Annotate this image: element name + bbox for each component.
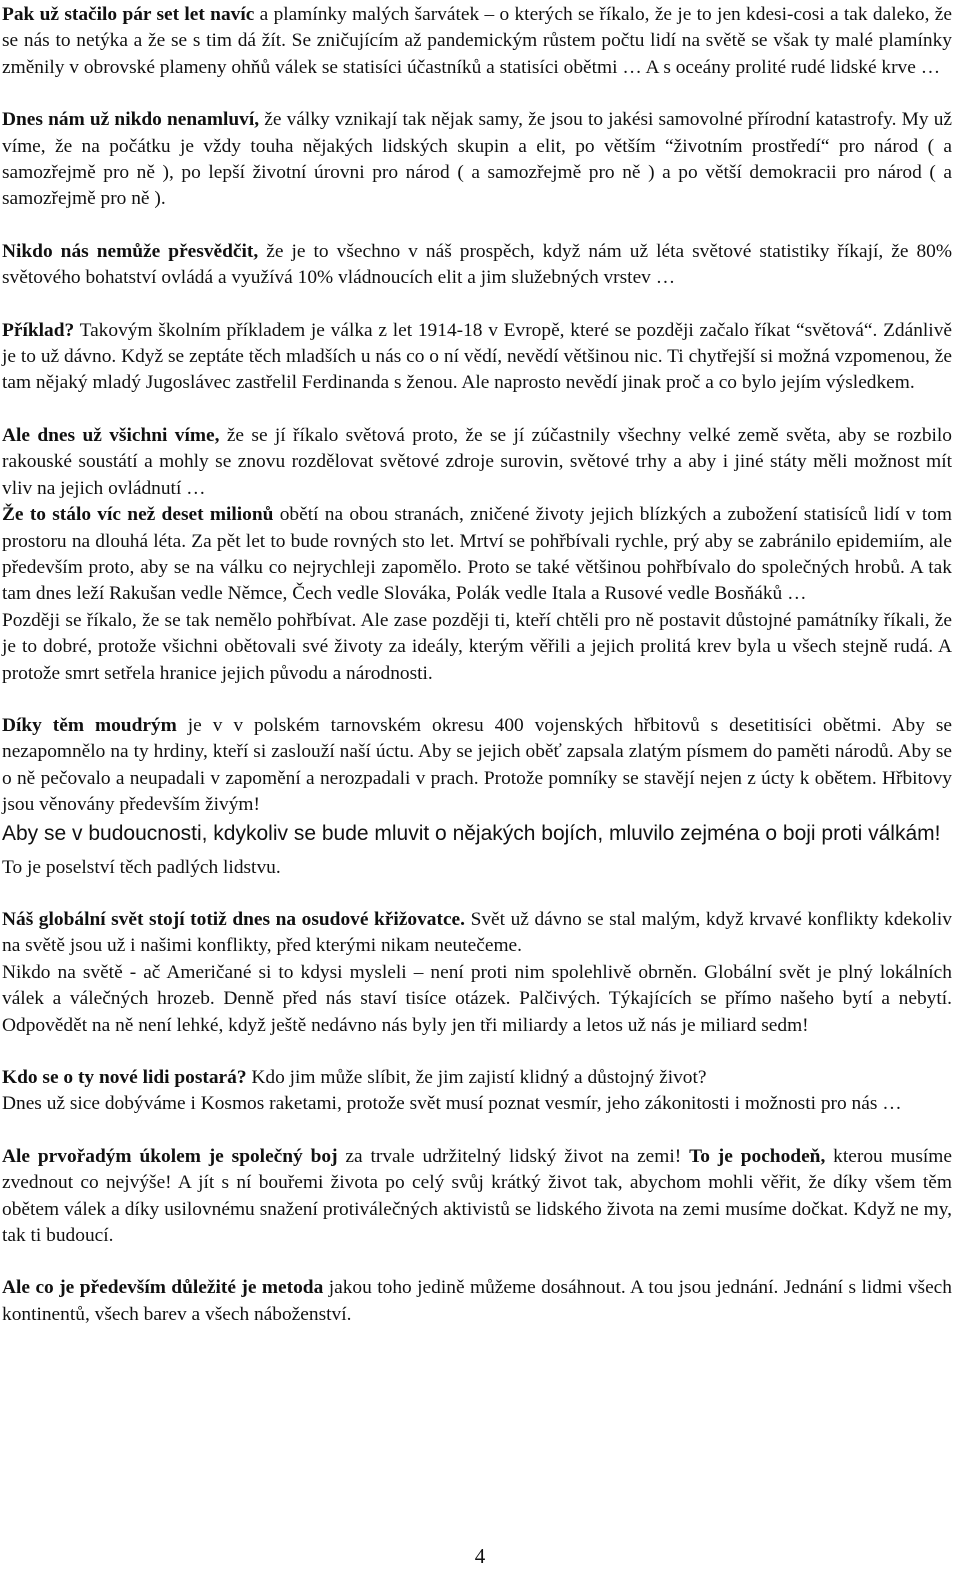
paragraph-2 <box>2 107 952 213</box>
paragraph-4 <box>2 318 952 397</box>
paragraph-text: Takovým školním příkladem je válka z let 1914-18 v Evropě, které se později začalo říkat “světová“. Zdánlivě je to už dávno. Když se zeptáte těch mladších u nás co o ní vědí, nevědí většinou nic. Ti chytřejší si možná vzpomenou, že tam nějaký mladý Jugoslávec zastřelil Ferdinanda s ženou. Ale naprosto nevědí jinak proč a co bylo jejím výsledkem. <box>2 319 952 394</box>
paragraph-lead: Že to stálo víc než deset milionů <box>2 504 274 526</box>
paragraph-text: jakou toho jedině můžeme dosáhnout. A tou jsou jednání. Jednání s lidmi všech kontinentů, všech barev a všech náboženství. <box>2 1277 952 1325</box>
paragraph-lead: Ale dnes už všichni víme, <box>2 424 220 446</box>
paragraph-text: za trvale udržitelný lidský život na zemi! <box>337 1145 690 1167</box>
paragraph-lead: Ale co je především důležité je metoda <box>2 1277 324 1299</box>
paragraph-text: že války vznikají tak nějak samy, že jsou to jakési samovolné přírodní katastrofy. My už víme, že na počátku je vždy touha nějakých lidských skupin a elit, po větším “životním prostředí“ pro národ ( a samozřejmě pro ně ), po lepší životní úrovni pro národ ( a samozřejmě pro ně ) a po větší demokracii pro národ ( a samozřejmě pro ně ). <box>2 109 952 210</box>
paragraph-text-2: kterou musíme zvednout co nejvýše! A jít s ní bouřemi života po celý svůj krátký život tak, abychom mohli věřit, že díky všem těm obětem válek a díky usilovnému snažení protiválečných aktivistů se lidského života na zemi musíme dočkat. Když ne my, tak ti budoucí. <box>2 1145 952 1247</box>
paragraph-5 <box>2 423 952 502</box>
paragraph-8 <box>2 713 952 819</box>
paragraph-text: To je poselství těch padlých lidstvu. <box>2 856 281 878</box>
paragraph-text: Kdo jim může slíbit, že jim zajistí klidný a důstojný život? <box>246 1067 707 1088</box>
paragraph-14 <box>2 1091 952 1117</box>
paragraph-text: Dnes už sice dobýváme i Kosmos raketami, protože svět musí poznat vesmír, jeho zákonitosti i možnosti pro nás … <box>2 1093 902 1115</box>
paragraph-text: Aby se v budoucnosti, kdykoliv se bude mluvit o nějakých bojích, mluvilo zejména o boji proti válkám! <box>2 821 941 845</box>
paragraph-text: Později se říkalo, že se tak nemělo pohřbívat. Ale zase později ti, kteří chtěli pro ně postavit důstojné památníky říkali, že je to dobré, protože všichni obětovali své životy za ideály, kterým věřili a jejich prolitá krev byla u všech stejně rudá. A protože smrt setřela hranice jejich původu a národnosti. <box>2 609 952 684</box>
paragraph-10 <box>2 855 952 881</box>
paragraph-lead: Náš globální svět stojí totiž dnes na osudové křižovatce. <box>2 908 466 930</box>
paragraph-16 <box>2 1275 952 1328</box>
paragraph-text: obětí na obou stranách, zničené životy jejich blízkých a zubožení statisíců lidí v tom prostoru na dlouhá léta. Za pět let to bude rovných sto let. Mrtví se pohřbívali rychle, prý aby se zabránilo epidemiím, ale především proto, aby se na válku co nejrychleji zapomělo. Proto se také většinou pohřbívalo do společných hrobů. A tak tam dnes leží Rakušan vedle Němce, Čech vedle Slováka, Polák vedle Itala a Rusové vedle Bosňáků … <box>2 504 953 605</box>
paragraph-text: a plamínky malých šarvátek – o kterých se říkalo, že je to jen kdesi-cosi a tak daleko, že se nás to netýka a že se s tim dá žít. Se zničujícím až pandemickým růstem počtu lidí na světě se však ty malé plamínky změnily v obrovské plameny ohňů válek se statisíci účastníků a statisíci obětmi … A s oceány prolité rudé lidské krve … <box>2 4 952 78</box>
paragraph-text: Svět už dávno se stal malým, když krvavé konflikty kdekoliv na světě jsou už i našimi konflikty, před kterými nikam neutečeme. <box>2 908 952 957</box>
document-page <box>2 2 952 1328</box>
paragraph-15 <box>2 1144 952 1250</box>
paragraph-lead: Ale prvořadým úkolem je společný boj <box>2 1145 338 1167</box>
paragraph-6 <box>2 502 952 608</box>
paragraph-11 <box>2 907 952 960</box>
paragraph-text: je v v polském tarnovském okresu 400 vojenských hřbitovů s desetitisíci obětmi. Aby se nezapomnělo na ty hrdiny, kteří si zaslouží naší úctu. Aby se jejich oběť zapsala zlatým písmem do paměti národů. Aby se o ně pečovalo a neupadali v zapomění a nerozpadali v prach. Protože pomníky se stavějí nejen z úcty k obětem. Hřbitovy jsou věnovány především živým! <box>2 714 952 816</box>
paragraph-3 <box>2 239 952 292</box>
paragraph-1 <box>2 2 952 81</box>
paragraph-lead: Příklad? <box>2 319 75 341</box>
paragraph-text: že se jí říkalo světová proto, že se jí zúčastnily všechny velké země světa, aby se rozbilo rakouské soustátí a mohly se znovu rozdělovat světové zdroje surovin, světové trhy a aby i jiné státy měli možnost mít vliv na jejich ovládnutí … <box>2 424 952 499</box>
paragraph-text: že je to všechno v náš prospěch, když nám už léta světové statistiky říkají, že 80% světového bohatství ovládá a využívá 10% vládnoucích elit a jim služebných vrstev … <box>2 240 952 289</box>
paragraph-lead: Díky těm moudrým <box>2 714 177 736</box>
paragraph-12 <box>2 960 952 1039</box>
paragraph-lead: Kdo se o ty nové lidi postará? <box>2 1067 247 1088</box>
paragraph-7 <box>2 608 952 687</box>
paragraph-lead: Pak už stačilo pár set let navíc <box>2 4 255 25</box>
paragraph-lead-2: To je pochodeň, <box>689 1145 826 1167</box>
page-number: 4 <box>474 1544 486 1568</box>
paragraph-text: Nikdo na světě - ač Američané si to kdysi mysleli – není proti nim spolehlivě obrněn. Globální svět je plný lokálních válek a válečných hrozeb. Denně před nás staví tisíce otázek. Palčivých. Týkajících se přímo našeho bytí a nebytí. Odpovědět na ně není lehké, když ještě nedávno nás byly jen tři miliardy a letos už nás je miliard sedm! <box>2 961 952 1036</box>
paragraph-lead: Dnes nám už nikdo nenamluví, <box>2 109 260 131</box>
paragraph-lead: Nikdo nás nemůže přesvědčit, <box>2 240 259 262</box>
paragraph-13 <box>2 1065 952 1091</box>
paragraph-9 <box>2 819 952 849</box>
